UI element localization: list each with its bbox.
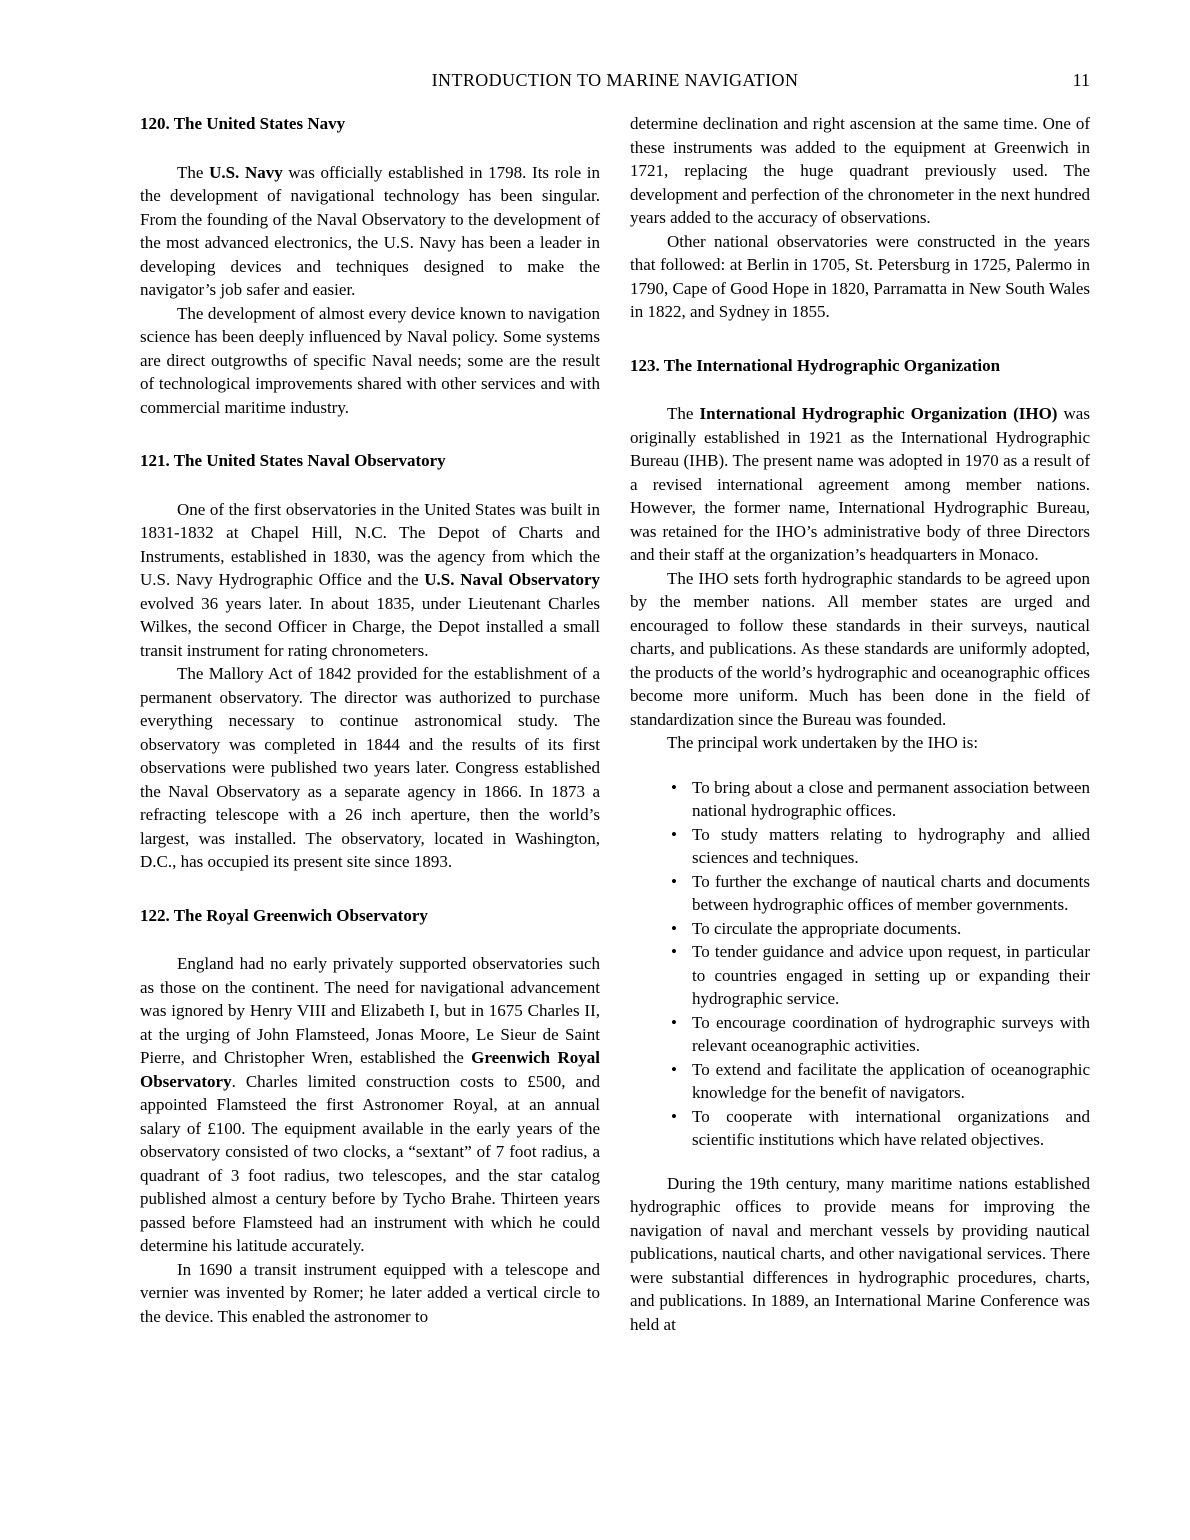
bullet-item: • To study matters relating to hydrography and allied sciences and techniques. (630, 823, 1090, 870)
paragraph (630, 112, 1090, 230)
running-head-title: INTRODUCTION TO MARINE NAVIGATION (431, 70, 799, 90)
body-text: was originally established in 1921 as the International Hydrographic Bureau (IHB). The present name was adopted in 1970 as a result of a revised international agreement among member nations. However, the former name, International Hydrographic Bureau, was retained for the IHO’s administrative body of three Directors and their staff at the organization’s headquarters in Monaco. (630, 404, 1090, 564)
bullet-item: • To cooperate with international organizations and scientific institutions which have related objectives. (630, 1105, 1090, 1152)
body-text: evolved 36 years later. In about 1835, under Lieutenant Charles Wilkes, the second Officer in Charge, the Depot installed a small transit instrument for rating chronometers. (140, 593, 600, 660)
bullet-item: • To tender guidance and advice upon request, in particular to countries engaged in setting up or expanding their hydrographic service. (630, 940, 1090, 1011)
paragraph (630, 230, 1090, 324)
section-heading: 120. The United States Navy (140, 114, 346, 133)
right-column (630, 112, 1090, 1336)
bold-text: U.S. Navy (209, 162, 283, 182)
bold-text: Greenwich Royal Observatory (140, 1048, 600, 1091)
bold-text: U.S. Naval Observatory (424, 570, 601, 589)
page-body (140, 112, 1090, 1336)
paragraph (630, 567, 1090, 732)
paragraph (630, 402, 1090, 567)
section-heading: 121. The United States Naval Observatory (140, 451, 446, 470)
body-text: The Mallory Act of 1842 provided for the establishment of a permanent observatory. The director was authorized to purchase everything necessary to continue astronomical study. The observatory was completed in 1844 and the results of its first observations were published two years later. Congress established the Naval Observatory as a separate agency in 1866. In 1873 a refracting telescope with a 26 inch aperture, then the world’s largest, was installed. The observatory, located in Washington, D.C., has occupied its present site since 1893. (140, 664, 600, 871)
paragraph (140, 161, 600, 302)
body-text: The (667, 404, 700, 423)
body-text: One of the first observatories in the United States was built in 1831-1832 at Chapel Hill, N.C. The Depot of Charts and Instruments, established in 1830, was the agency from which the U.S. Navy Hydrographic Office and the (140, 499, 600, 589)
bullet-item: • To encourage coordination of hydrographic surveys with relevant oceanographic activities. (630, 1011, 1090, 1058)
paragraph (630, 1172, 1090, 1337)
body-text: . Charles limited construction costs to £500, and appointed Flamsteed the first Astronomer Royal, at an annual salary of £100. The equipment available in the early years of the observatory consisted of two clocks, a “sextant” of 7 foot radius, a quadrant of 3 foot radius, two telescopes, and the star catalog published almost a century before by Tycho Brahe. Thirteen years passed before Flamsteed had an instrument with which he could determine his latitude accurately. (140, 1071, 600, 1255)
bullet-item: • To further the exchange of nautical charts and documents between hydrographic offices of member governments. (630, 870, 1090, 917)
left-column (140, 112, 600, 1336)
body-text: was officially established in 1798. Its role in the development of navigational technology has been singular. From the founding of the Naval Observatory to the development of the most advanced electronics, the U.S. Navy has been a leader in developing devices and techniques designed to make the navigator’s job safer and easier. (140, 162, 600, 299)
section-heading: 122. The Royal Greenwich Observatory (140, 905, 428, 925)
paragraph (140, 498, 600, 663)
bullet-item: • To bring about a close and permanent association between national hydrographic offices. (630, 776, 1090, 823)
body-text: The principal work undertaken by the IHO is: (667, 733, 979, 752)
bullet-item: • To extend and facilitate the application of oceanographic knowledge for the benefit of navigators. (630, 1058, 1090, 1105)
body-text: determine declination and right ascension at the same time. One of these instruments was added to the equipment at Greenwich in 1721, replacing the huge quadrant previously used. The development and perfection of the chronometer in the next hundred years added to the accuracy of observations. (630, 114, 1090, 227)
page-number: 11 (1072, 70, 1090, 90)
paragraph (140, 952, 600, 1258)
body-text: England had no early privately supported observatories such as those on the continent. The need for navigational advancement was ignored by Henry VIII and Elizabeth I, but in 1675 Charles II, at the urging of John Flamsteed, Jonas Moore, Le Sieur de Saint Pierre, and Christopher Wren, established the (140, 954, 600, 1067)
paragraph (140, 1258, 600, 1329)
body-text: The (177, 162, 210, 182)
bold-text: International Hydrographic Organization (IHO) (699, 404, 1058, 423)
body-text: The development of almost every device known to navigation science has been deeply influenced by Naval policy. Some systems are direct outgrowths of specific Naval needs; some are the result of technological improvements shared with other services and with commercial maritime industry. (140, 303, 600, 417)
bullet-list (630, 776, 1090, 1152)
body-text: Other national observatories were constructed in the years that followed: at Berlin in 1705, St. Petersburg in 1725, Palermo in 1790, Cape of Good Hope in 1820, Parramatta in New South Wales in 1822, and Sydney in 1855. (630, 231, 1090, 321)
body-text: In 1690 a transit instrument equipped with a telescope and vernier was invented by Romer; he later added a vertical circle to the device. This enabled the astronomer to (140, 1259, 600, 1326)
section-heading: 123. The International Hydrographic Organization (630, 355, 1001, 375)
body-text: The IHO sets forth hydrographic standards to be agreed upon by the member nations. All member states are urged and encouraged to follow these standards in their surveys, nautical charts, and publications. As these standards are uniformly adopted, the products of the world’s hydrographic and oceanographic offices become more uniform. Much has been done in the field of standardization since the Bureau was founded. (630, 568, 1090, 729)
paragraph (630, 731, 1090, 755)
page-header (140, 68, 1090, 94)
paragraph (140, 662, 600, 874)
paragraph (140, 302, 600, 420)
bullet-item: • To circulate the appropriate documents. (630, 917, 1090, 941)
body-text: During the 19th century, many maritime nations established hydrographic offices to provide means for improving the navigation of naval and merchant vessels by providing nautical publications, nautical charts, and other navigational services. There were substantial differences in hydrographic procedures, charts, and publications. In 1889, an International Marine Conference was held at (630, 1173, 1090, 1334)
